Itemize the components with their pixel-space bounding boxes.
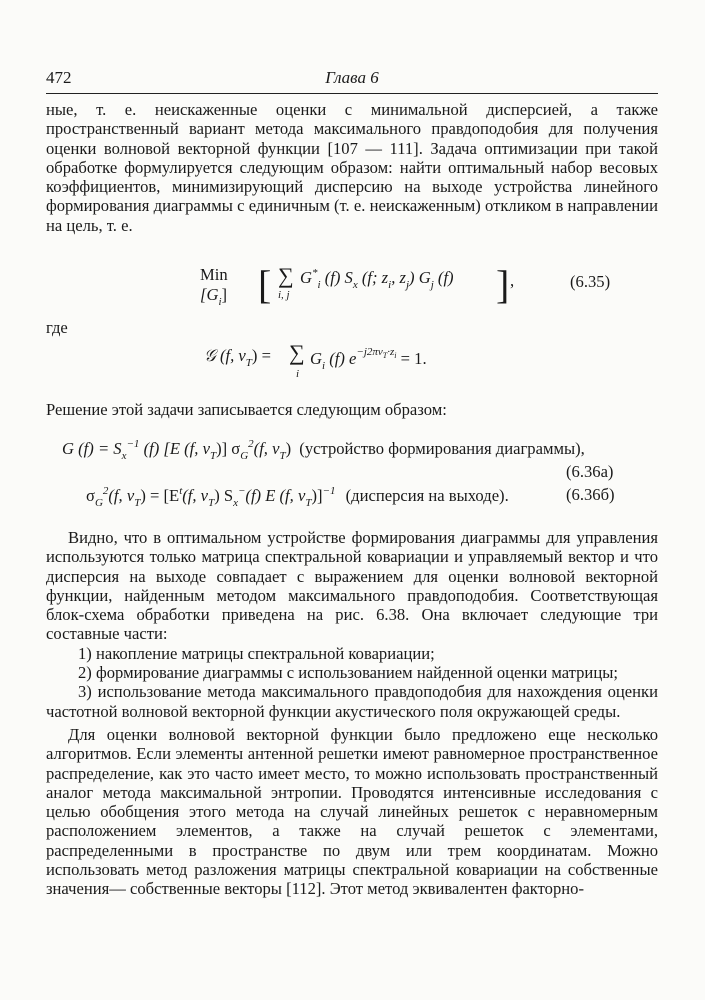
list-item: 1) накопление матрицы спектральной ковариации; <box>78 643 435 663</box>
equation-number-6-36b: (6.36б) <box>566 485 615 504</box>
paragraph-algorithms-text: Для оценки волновой векторной функции было предложено еще несколько алгоритмов. Если элементы антенной решетки имеют равномерное пространственное распределение, как это часто имеет место, то можно использовать пространственный аналог метода максимальной энтропии. Проводятся интенсивные исследования с целью обобщения этого метода на случай линейных решеток с неравномерным расположением элементов, а также на случай решеток с элементами, распределенными в пространстве по двум или трем координатам. Можно использовать метод разложения матрицы спектральной ковариации на собственные значения— собственные векторы [112]. Этот метод эквивалентен факторно- <box>46 724 658 899</box>
sum-sign: ∑ <box>289 340 305 365</box>
where-label: где <box>46 318 68 337</box>
running-header <box>46 68 658 90</box>
equation-number-6-36a: (6.36a) <box>566 462 614 481</box>
chapter-title: Глава 6 <box>325 68 379 87</box>
list-item: 3) использование метода максимального правдоподобия для нахождения оценки частотной волновой векторной функции акустического поля окружающей среды. <box>46 682 658 721</box>
paragraph-intro <box>46 100 658 235</box>
equation-6-36a: G $(f) = S_x^{-1}$ (f) [E (f, $\nu_T$)] $\sigma_G^2(f$, $\nu_T$) (устройство формирования диаграммы), <box>62 438 585 462</box>
solution-intro: Решение этой задачи записывается следующим образом: <box>46 400 447 419</box>
min-operator: Min $[G_i]$ <box>200 265 228 308</box>
paragraph-intro-text: ные, т. е. неискаженные оценки с минимальной дисперсией, а также пространственный вариант метода максимального правдоподобия для получения оценки волновой векторной функции [107 — 111]. Задача оптимизации при такой обработке формулируется следующим образом: найти оптимальный набор весовых коэффициентов, минимизирующий дисперсию на выходе устройства линейного формирования диаграммы с единичным (т. е. неискаженным) откликом в направлении на цель, т. е. <box>46 100 658 235</box>
equation-note: (дисперсия на выходе). <box>345 486 509 505</box>
equation-number-6-35: (6.35) <box>570 272 611 291</box>
list-item: 2) формирование диаграммы с использованием найденной оценки матрицы; <box>78 663 618 683</box>
right-bracket: ] <box>496 262 510 307</box>
paragraph-discussion <box>46 528 658 899</box>
paragraph-discussion-text: Видно, что в оптимальном устройстве формирования диаграммы для управления используются только матрица спектральной ковариации и управляемый вектор и что дисперсия на выходе совпадает с выражением для оценки волновой векторной функции, найденным методом максимального правдоподобия. Соответствующая блок-схема обработки приведена на рис. 6.38. Она включает следующие три составные части: <box>46 528 658 644</box>
sum-sign: ∑ <box>278 263 294 288</box>
equation-constraint: 𝒢 (f, $\nu_T$) = ∑ i $G_i$ (f) $e^{-j2\pi\nu_T\cdot z_i} = 1$. <box>204 340 427 380</box>
sum-body: $G^*_i$ (f) $S_x$ (f; $z_i$, $z_j$) $G_j$ (f) <box>300 267 454 291</box>
left-bracket: [ <box>258 262 272 307</box>
header-rule <box>46 93 658 94</box>
page-number: 472 <box>46 68 72 87</box>
book-page: 472 Глава 6 ные, т. е. неискаженные оценки с минимальной дисперсией, а также пространственный вариант метода максимального правдоподобия для получения оценки волновой векторной функции [107 — 111]. Задача оптимизации при такой обработке формулируется следующим образом: найти оптимальный набор весовых коэффициентов, минимизирующий дисперсию на выходе устройства линейного формирования диаграммы с единичным (т. е. неискаженным) откликом в направлении на цель, т. е. Min $[G_i]$ [ ∑ i, j $G^*_i$ (f) $S_x$ (f; $z_i$, $z_j$) $G_j$ (f) ] , (6.35) где 𝒢 (f, $\nu_T$) = ∑ i $G_i$ (f) $e^{-j2\pi\nu_T\cdot z_i} = 1$. Решение этой задачи записывается следующим образом: G $(f) = S_x^{-1}$ (f) [E (f, $\nu_T$)] $\sigma_G^2(f$, $\nu_T$) (устройство формирования диаграммы), (6.36a) $\sigma_G^2(f$, $\nu_T) = [E^t(f$, $\nu_T$) $S_x^-(f)$ E (f, $\nu_T)]^{-1}$ (дисперсия на выходе). (6.36б) Видно, что в оптимальном устройстве формирования диаграммы для управления используются только матрица спектральной ковариации и управляемый вектор и что дисперсия на выходе совпадает с выражением для оценки волновой векторной функции, найденным методом максимального правдоподобия. Соответствующая блок-схема обработки приведена на рис. 6.38. Она включает следующие три составные части: 1) накопление матрицы спектральной ковариации; 2) формирование диаграммы с использованием найденной оценки матрицы; 3) использование метода максимального правдоподобия для нахождения оценки частотной волновой векторной функции акустического поля окружающей среды. Для оценки волновой векторной функции было предложено еще несколько алгоритмов. Если элементы антенной решетки имеют равномерное пространственное распределение, как это часто имеет место, то можно использовать пространственный аналог метода максимальной энтропии. Проводятся интенсивные исследования с целью обобщения этого метода на случай линейных решеток с неравномерным расположением элементов, а также на случай решеток с элементами, распределенными в пространстве по двум или трем координатам. Можно использовать метод разложения матрицы спектральной ковариации на собственные значения— собственные векторы [112]. Этот метод эквивалентен факторно- <box>46 68 658 899</box>
sum-index: i, j <box>278 289 290 301</box>
equation-note: (устройство формирования диаграммы), <box>299 439 585 458</box>
equation-6-36b: $\sigma_G^2(f$, $\nu_T) = [E^t(f$, $\nu_T$) $S_x^-(f)$ E (f, $\nu_T)]^{-1}$ (дисперсия на выходе). <box>86 485 509 509</box>
